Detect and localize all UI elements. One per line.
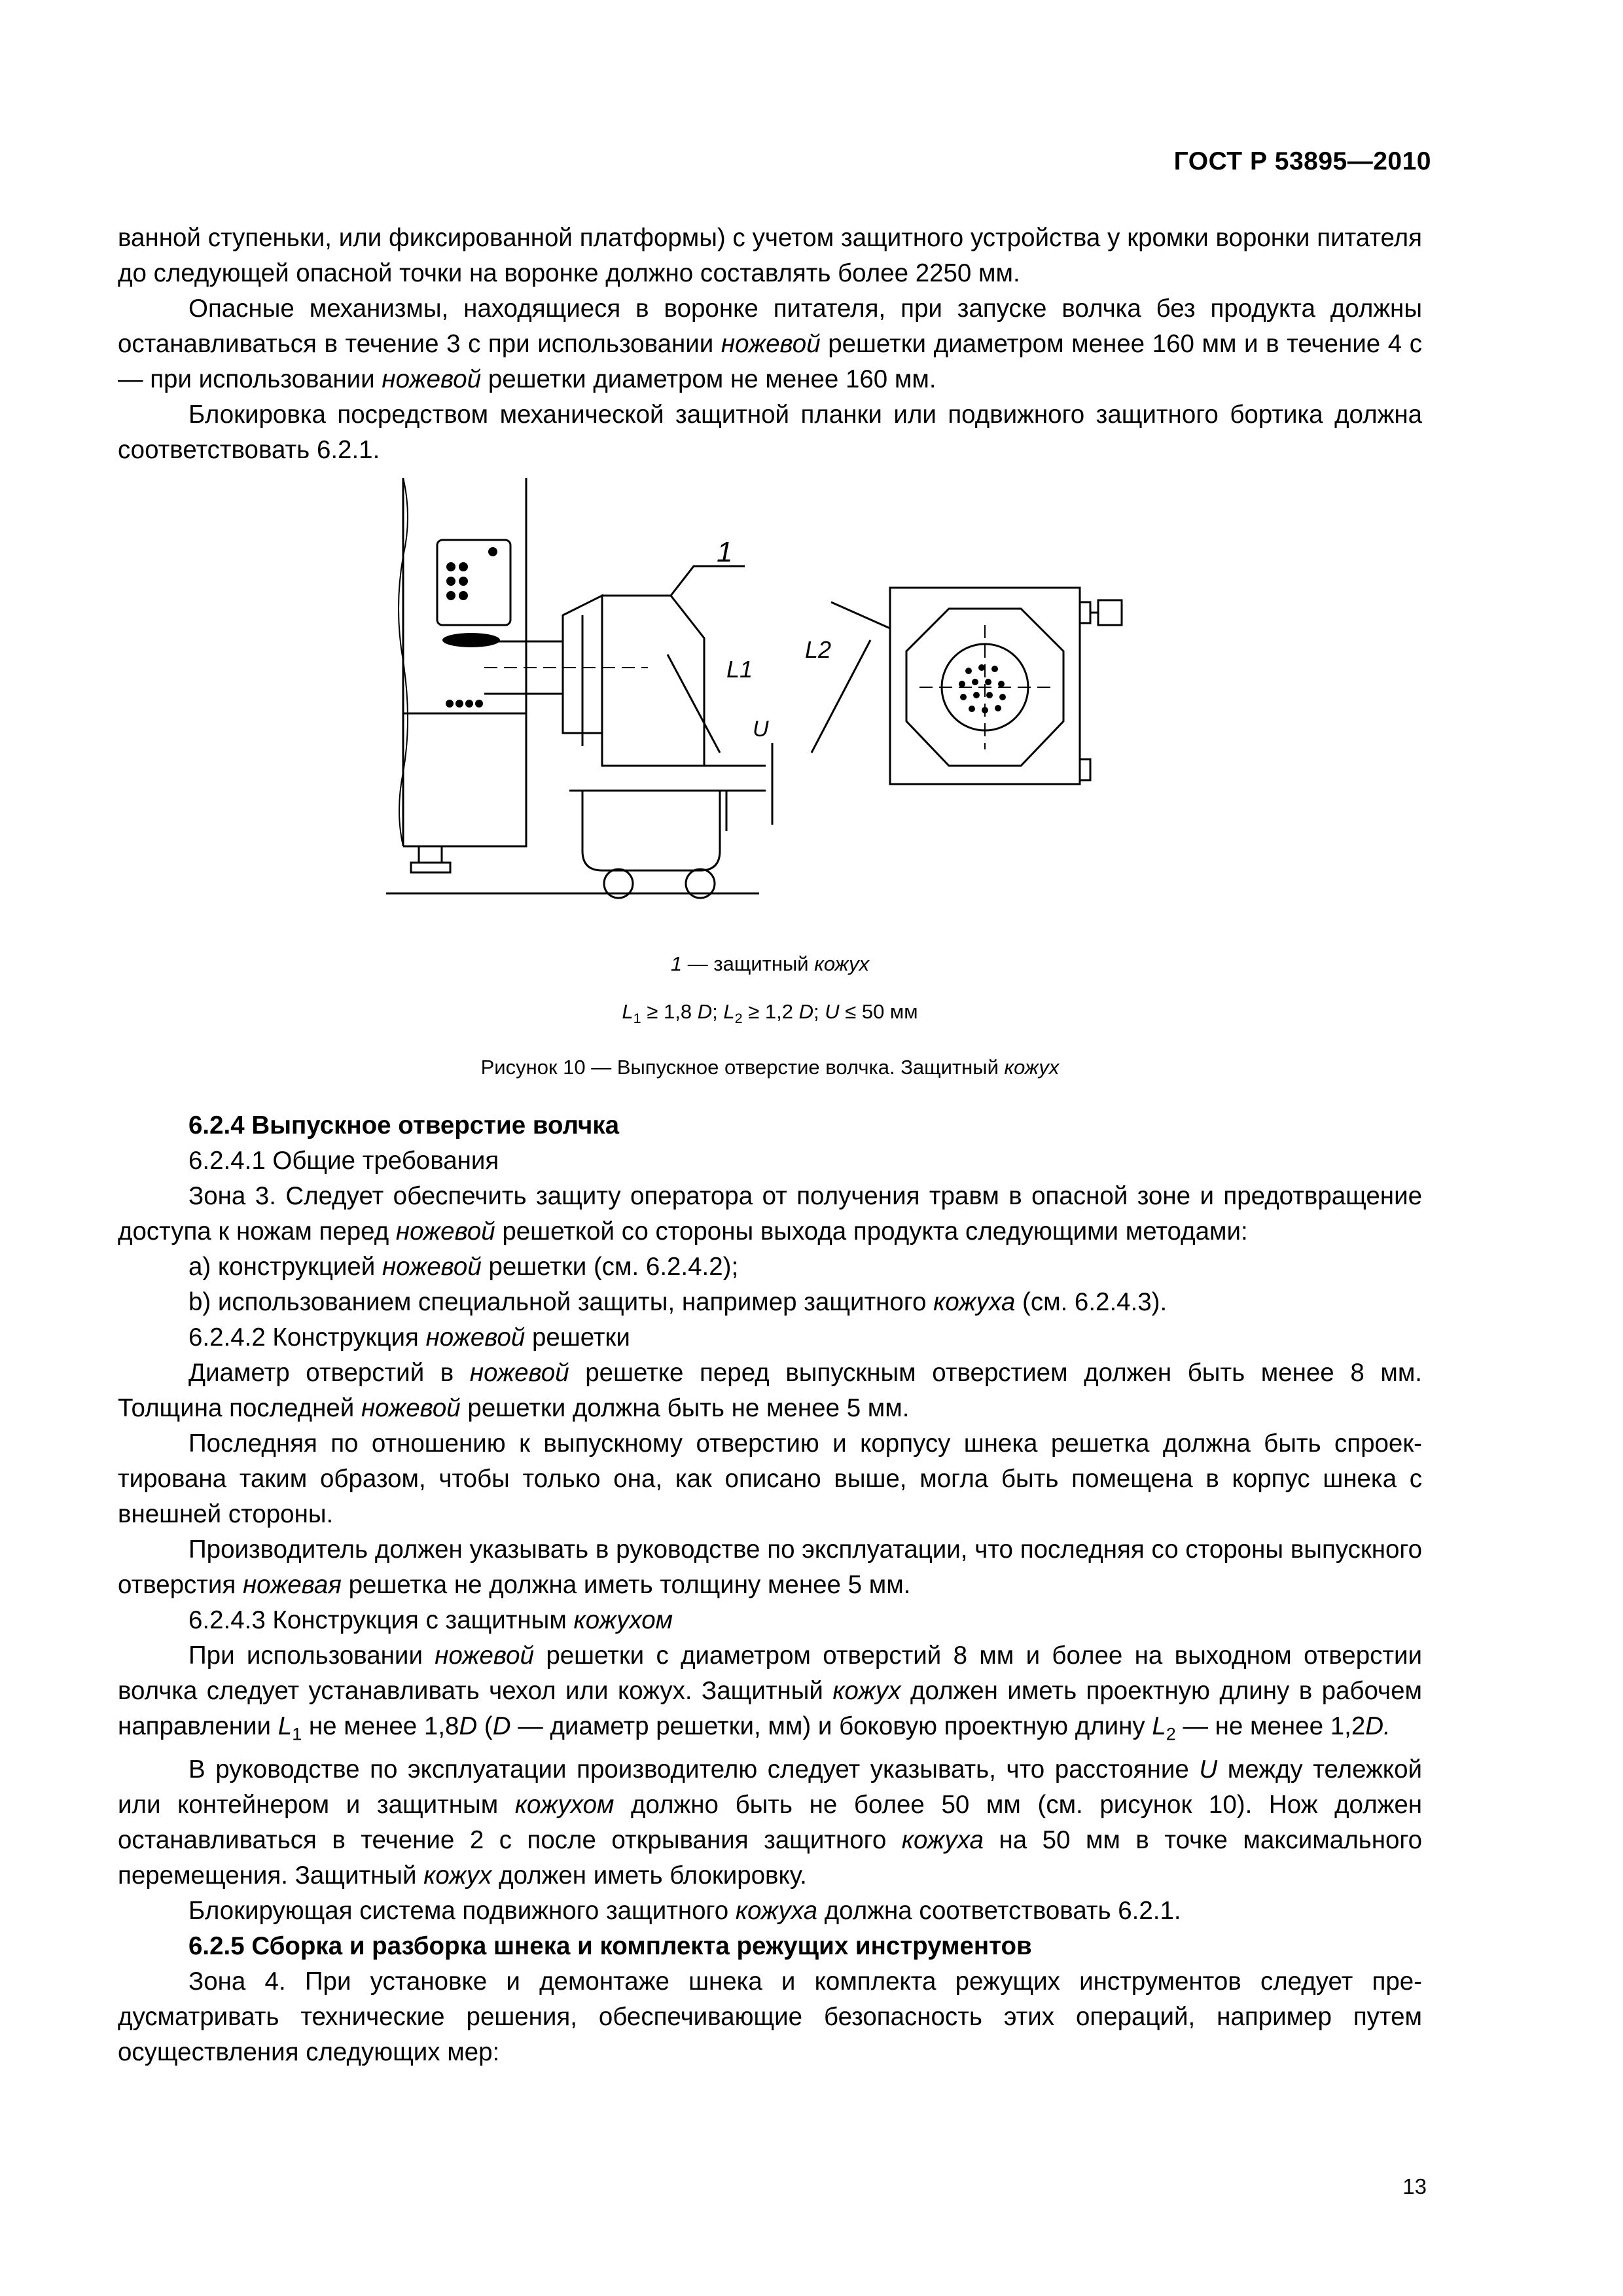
text-run: L [622,1000,633,1023]
text-run: 1 [670,952,683,975]
text-run: — диаметр решетки, мм) и боковую проектную длину [510,1712,1152,1740]
product-bin [569,791,726,870]
text-run: 1 [633,1010,641,1027]
paragraph [118,1893,1422,1929]
text-run: ванной ступеньки, или фиксированной платформы) с учетом защитного устройства у кромки воронки питателя до следующей опасной точки на воронке должно составлять более 2250 мм. [118,224,1422,287]
text-run: 2 [734,1010,743,1027]
text-run: 6.2.4 Выпускное отверстие волчка [188,1111,620,1139]
dimension-L1 [668,655,720,753]
text-run: должно быть не более 50 мм (см. рисунок 10). Нож должен останавливаться в течение 2 с после открывания защитного [118,1790,1423,1854]
text-run: между тележкой или контейнером и защитным [118,1755,1423,1819]
text-run: (см. 6.2.4.3). [1015,1288,1168,1316]
text-run: ножевой [469,1359,569,1387]
text-run: U [825,1000,840,1023]
paragraph [118,1752,1422,1893]
text-run: ; [712,1000,724,1023]
text-run: решетки с диаметром отверстий 8 мм и более на выходном отверстии волчка следует устанавливать чехол или кожух. Защитный [118,1641,1423,1705]
text-run: ( [477,1712,493,1740]
figure-caption [118,1056,1422,1079]
text-run: кожух [1004,1056,1060,1079]
text-run: ; [813,1000,825,1023]
paragraph [118,1285,1422,1320]
text-run: решетки должна быть не менее 5 мм. [460,1394,910,1422]
text-run: b) использованием специальной защиты, например защитного [188,1288,934,1316]
text-run: ≥ 1,2 [742,1000,799,1023]
text-run: В руководстве по эксплуатации производителю следует указывать, что расстояние [188,1755,1200,1784]
text-run: Зона 4. При установке и демонтаже шнека и комплекта режущих инструментов следует предусматривать технические решения, обеспечивающие безопасность этих операций, например путем осуществления следующих мер: [118,1967,1422,2066]
text-run: решетки (см. 6.2.4.2); [481,1253,739,1281]
text-run: решетка не должна иметь толщину менее 5 мм. [341,1571,911,1599]
paragraph [118,291,1422,397]
document-id-header: ГОСТ Р 53895—2010 [1173,147,1431,175]
text-run: кожуха [901,1825,984,1854]
paragraph [118,1964,1422,2070]
text-run: 6.2.4.3 Конструкция с защитным [188,1606,574,1634]
text-run: Последняя по отношению к выпускному отверстию и корпусу шнека решетка должна быть спроектирована таким образом, чтобы только она, как описано выше, могла быть помещена в корпус шнека с внешней стороны. [118,1429,1422,1528]
text-run: на 50 мм в точке максимального перемещения. Защитный [118,1825,1422,1890]
text-run: кожуха [735,1896,818,1925]
figure-formula [118,1000,1422,1027]
paragraph [118,1320,1422,1355]
text-run: должна соответствовать 6.2.1. [817,1896,1181,1925]
text-run: D [492,1712,511,1740]
paragraph [118,1532,1422,1603]
text-run: 6.2.5 Сборка и разборка шнека и комплекта режущих инструментов [188,1931,1032,1960]
text-run: решетки диаметром менее 160 мм и в течение 4 с — при использовании [118,330,1422,393]
paragraph [118,1355,1422,1426]
machine-cabinet [403,478,526,846]
text-run: L [1152,1712,1166,1740]
text-run: Зона 3. Следует обеспечить защиту оператора от получения травм в опасной зоне и предотвращение доступа к ножам перед [118,1182,1422,1246]
label-U: U [753,717,769,742]
callout-leader-1 [671,566,745,596]
paragraph [118,1638,1422,1752]
text-run: ножевая [242,1571,342,1599]
text-run: ножевой [435,1641,535,1670]
dimension-U [704,743,772,825]
text-run: D [697,1000,713,1023]
text-run: решетки диаметром не менее 160 мм. [481,365,936,393]
paragraph [118,1929,1422,1964]
text-run: кожухом [573,1606,673,1634]
text-run: не менее 1,8 [302,1712,459,1740]
protective-cover [602,596,704,766]
text-run: 1 [292,1724,302,1744]
text-run: 6.2.4.2 Конструкция [188,1323,426,1352]
text-run: кожух [814,952,870,975]
text-run: решеткой со стороны выхода продукта следующими методами: [495,1217,1248,1246]
body-text-block [118,1108,1422,2070]
figure-legend [118,952,1422,976]
text-run: Опасные механизмы, находящиеся в воронке питателя, при запуске волчка без продукта должны останавливаться в течение 3 с при использовании [118,295,1422,358]
text-run: Блокировка посредством механической защитной планки или подвижного защитного бортика должна соответствовать 6.2.1. [118,401,1422,464]
text-run: кожухом [514,1790,615,1819]
text-run: a) конструкцией [188,1253,383,1281]
text-run: ножевой [382,1253,482,1281]
text-run: ножевой [382,365,482,393]
text-run: При использовании [188,1641,435,1670]
text-run: U [1199,1755,1218,1784]
text-run: — защитный [682,952,815,975]
text-run: — не менее 1,2 [1175,1712,1366,1740]
text-run: Диаметр отверстий в [188,1359,470,1387]
text-run: D. [1365,1712,1391,1740]
paragraph [118,1108,1422,1143]
text-run: решетке перед выпускным отверстием должен быть менее 8 мм. Толщина последней [118,1359,1422,1422]
text-run: ножевой [721,330,821,358]
paragraph [118,1426,1422,1532]
text-run: должен иметь блокировку. [491,1861,807,1890]
paragraph [118,397,1422,468]
paragraph [118,221,1422,291]
text-run: решетки [525,1323,630,1352]
text-run: ≤ 50 мм [839,1000,918,1023]
text-run: ≥ 1,8 [641,1000,698,1023]
text-run: Рисунок 10 — Выпускное отверстие волчка. Защитный [480,1056,1005,1079]
label-L1: L1 [726,656,753,683]
page-number: 13 [1402,2174,1427,2198]
callout-label-1: 1 [717,536,733,568]
figure-10 [386,478,1171,936]
text-run: ножевой [425,1323,526,1352]
text-run: L [277,1712,293,1740]
paragraph [118,1143,1422,1179]
text-run: ножевой [361,1394,461,1422]
paragraph [118,1603,1422,1638]
label-L2: L2 [805,636,832,663]
paragraph [118,1249,1422,1285]
text-run: должен иметь проектную длину в рабочем направлении [118,1677,1422,1740]
text-run: L [723,1000,735,1023]
text-run: D [798,1000,813,1023]
text-run: ножевой [395,1217,495,1246]
top-text-block [118,221,1422,468]
text-run: D [459,1712,478,1740]
text-run: кожуха [933,1288,1016,1316]
text-run: 2 [1166,1724,1176,1744]
figure-10-drawing [386,478,1171,936]
text-run: Производитель должен указывать в руководстве по эксплуатации, что последняя со стороны выпускного отверстия [118,1535,1422,1599]
text-run: кожух [423,1861,492,1890]
text-run: 6.2.4.1 Общие требования [188,1147,499,1175]
text-run: кожух [832,1677,901,1705]
paragraph [118,1179,1422,1249]
text-run: Блокирующая система подвижного защитного [188,1896,736,1925]
